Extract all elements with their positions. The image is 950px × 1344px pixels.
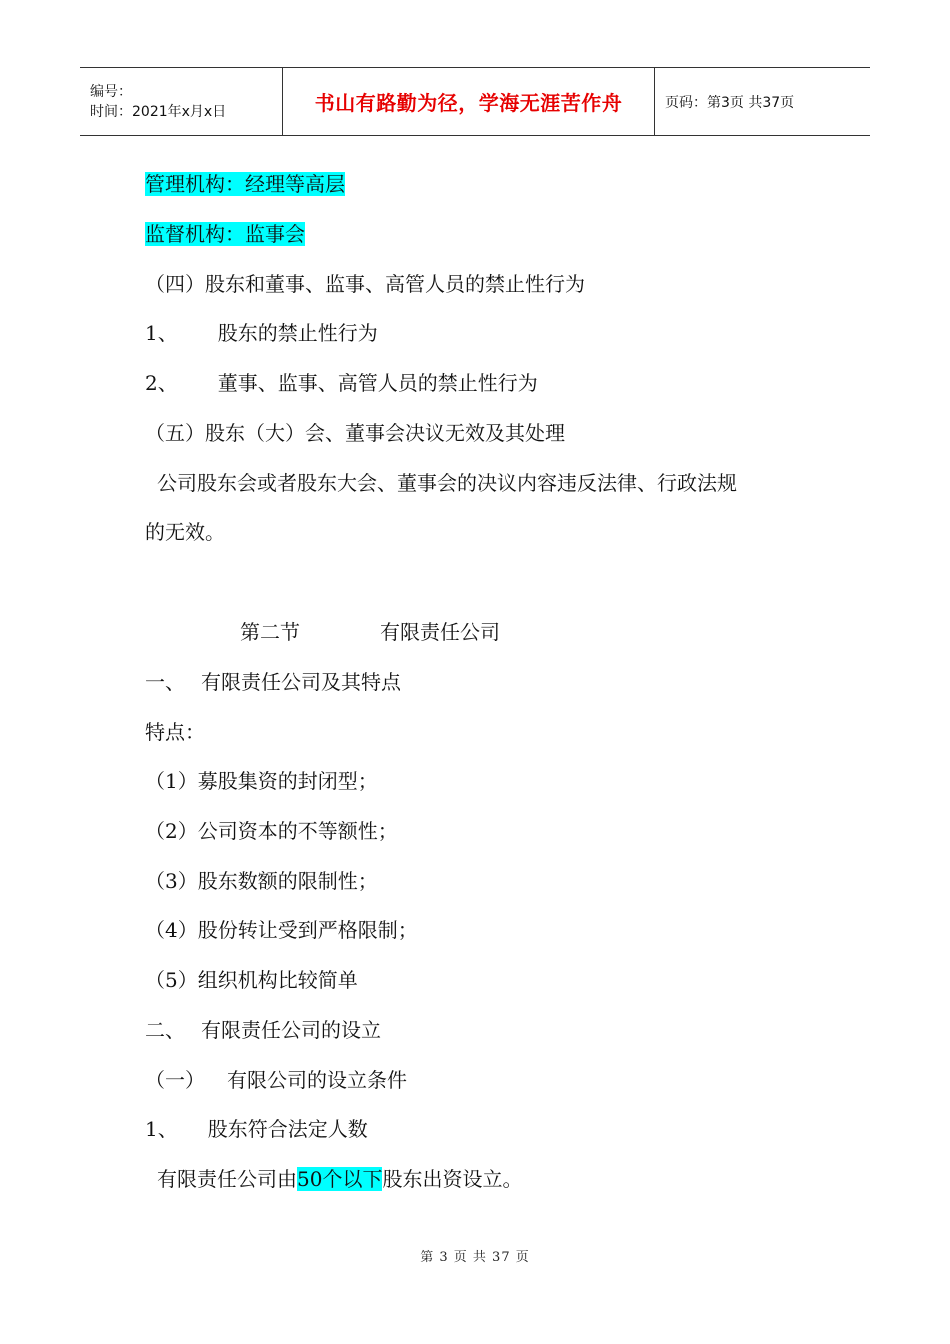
heading-llc-establishment bbox=[145, 1016, 381, 1044]
heading-establishment-conditions bbox=[145, 1066, 407, 1094]
feature-item-1: （1）募股集资的封闭型； bbox=[145, 769, 378, 793]
list-number: 二、 bbox=[145, 1018, 185, 1042]
list-text: 董事、监事、高管人员的禁止性行为 bbox=[217, 371, 538, 395]
list-number: （一） bbox=[145, 1068, 205, 1092]
paragraph-management bbox=[145, 170, 345, 198]
condition-item-1 bbox=[145, 1115, 368, 1143]
list-number: 2、 bbox=[145, 371, 178, 395]
section-title: 有限责任公司 bbox=[380, 620, 500, 644]
feature-item-4: （4）股份转让受到严格限制； bbox=[145, 918, 418, 942]
heading-llc-features bbox=[145, 668, 401, 696]
list-number: 一、 bbox=[145, 670, 185, 694]
list-text: 有限公司的设立条件 bbox=[227, 1068, 407, 1092]
list-item-2 bbox=[145, 369, 538, 397]
heading-prohibited-acts: （四）股东和董事、监事、高管人员的禁止性行为 bbox=[145, 272, 585, 296]
heading-resolution-invalid: （五）股东（大）会、董事会决议无效及其处理 bbox=[145, 421, 565, 445]
paragraph-shareholder-count bbox=[157, 1165, 522, 1193]
highlighted-text: 50个以下 bbox=[297, 1167, 383, 1191]
text-before: 有限责任公司由 bbox=[157, 1167, 297, 1191]
page-header bbox=[80, 67, 870, 136]
feature-item-5: （5）组织机构比较简单 bbox=[145, 968, 358, 992]
number-label: 编号： bbox=[90, 83, 132, 100]
header-info-cell bbox=[80, 68, 282, 135]
paragraph-resolution-1: 公司股东会或者股东大会、董事会的决议内容违反法律、行政法规 bbox=[157, 471, 737, 495]
list-text: 有限责任公司及其特点 bbox=[201, 670, 401, 694]
page-footer: 第 3 页 共 37 页 bbox=[420, 1250, 530, 1265]
section-number: 第二节 bbox=[240, 620, 300, 644]
features-label: 特点： bbox=[145, 720, 205, 744]
list-text: 股东的禁止性行为 bbox=[217, 321, 378, 345]
date-label: 时间：2021年x月x日 bbox=[90, 103, 227, 120]
list-text: 有限责任公司的设立 bbox=[201, 1018, 381, 1042]
list-text: 股东符合法定人数 bbox=[207, 1117, 368, 1141]
highlighted-text: 管理机构：经理等高层 bbox=[145, 172, 345, 196]
feature-item-2: （2）公司资本的不等额性； bbox=[145, 819, 398, 843]
motto: 书山有路勤为径，学海无涯苦作舟 bbox=[314, 91, 623, 115]
list-item-1 bbox=[145, 319, 378, 347]
paragraph-resolution-2: 的无效。 bbox=[145, 520, 225, 544]
feature-item-3: （3）股东数额的限制性； bbox=[145, 869, 378, 893]
header-motto-cell bbox=[282, 68, 655, 135]
page-label: 页码：第3页 共37页 bbox=[665, 94, 795, 111]
text-after: 股东出资设立。 bbox=[382, 1167, 523, 1191]
highlighted-text: 监督机构：监事会 bbox=[145, 222, 305, 246]
list-number: 1、 bbox=[145, 1117, 178, 1141]
header-page-cell bbox=[655, 68, 870, 135]
section-heading bbox=[240, 618, 500, 646]
list-number: 1、 bbox=[145, 321, 178, 345]
paragraph-supervision bbox=[145, 220, 305, 248]
